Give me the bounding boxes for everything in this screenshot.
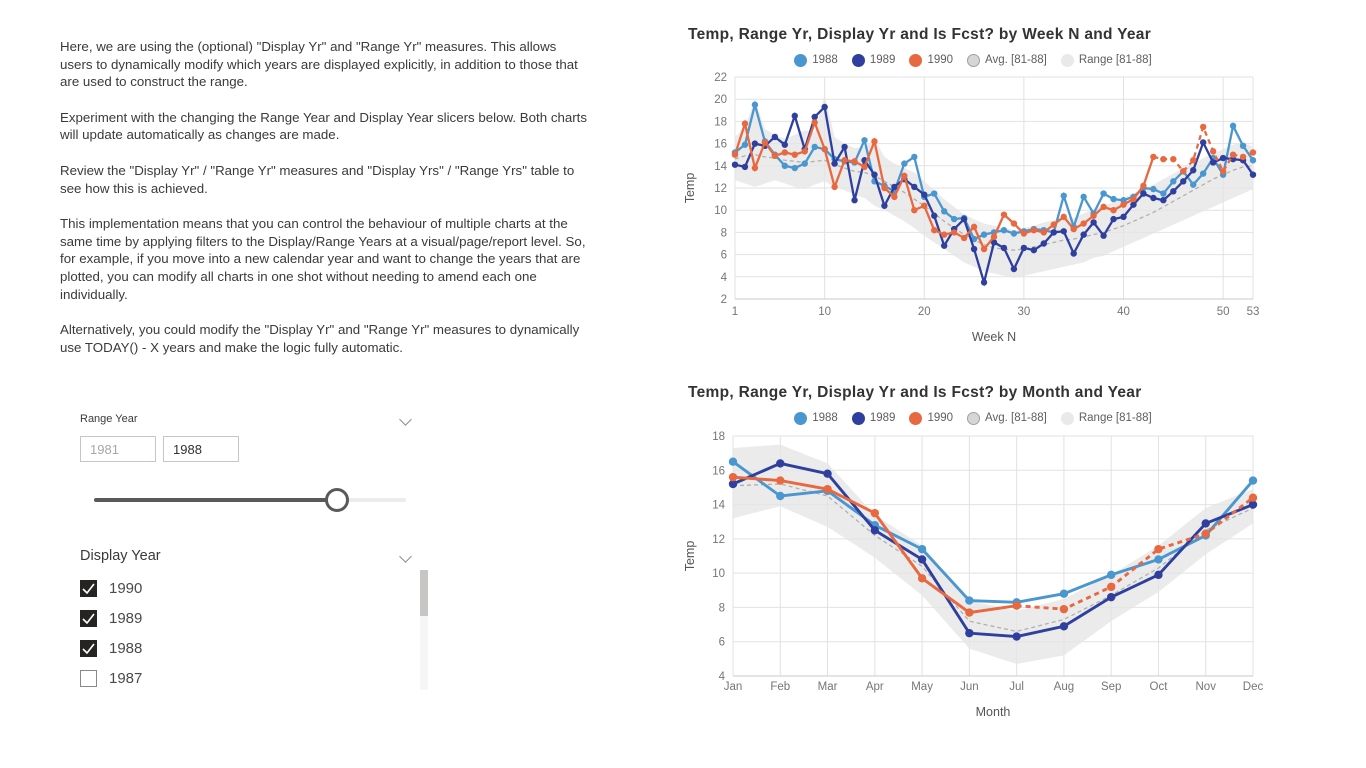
chart-legend [680,52,1266,68]
legend-item-1990[interactable] [909,412,953,425]
y-axis-title: Temp [683,540,697,572]
legend-item-range-81-88-[interactable] [1061,54,1152,67]
legend-label: Avg. [81-88] [985,54,1047,66]
svg-text:6: 6 [718,636,725,649]
svg-text:Feb: Feb [770,681,791,693]
range-start-input[interactable]: 1981 [80,436,156,462]
svg-text:53: 53 [1246,306,1260,318]
svg-text:8: 8 [720,227,727,240]
chevron-down-icon[interactable] [399,413,412,426]
legend-item-1988[interactable] [794,54,838,67]
legend-label: 1989 [869,54,896,66]
x-axis-title: Month [975,705,1011,719]
display-year-slicer [80,548,428,693]
display-year-option-1989[interactable] [80,603,428,633]
svg-text:6: 6 [720,249,727,262]
x-axis-title: Week N [971,330,1017,344]
svg-text:4: 4 [720,271,727,284]
svg-text:2: 2 [720,294,727,306]
svg-text:18: 18 [714,116,727,129]
legend-dot-icon [852,54,865,67]
svg-text:May: May [911,681,933,693]
legend-dot-icon [1061,412,1074,425]
legend-label: 1989 [869,412,896,424]
svg-text:18: 18 [712,431,725,443]
svg-text:Nov: Nov [1195,681,1216,693]
range-year-slicer [80,413,412,512]
instruction-paragraph: Here, we are using the (optional) "Display Yr" and "Range Yr" measures. This allows users to dynamically modify which years are displayed explicitly, in addition to those that are used to construct the range. [60,39,578,90]
svg-text:12: 12 [714,183,727,195]
legend-label: Avg. [81-88] [985,412,1047,424]
instruction-paragraph: Experiment with the changing the Range Year and Display Year slicers below. Both charts will update automatically as changes are made. [60,109,588,143]
range-slider[interactable] [94,488,406,512]
range-year-slicer-title: Range Year [80,413,138,425]
legend-dot-icon [967,54,980,67]
instruction-paragraph: This implementation means that you can control the behaviour of multiple charts at the same time by applying filters to the Display/Range Years at a visual/page/report level. So, for example, if you move into a new calendar year and want to change the years that are plotted, you can modify all charts in one shot without needing to amend each one individually. [60,216,586,302]
svg-text:16: 16 [714,138,727,151]
svg-text:14: 14 [714,160,727,173]
svg-text:Oct: Oct [1149,681,1168,693]
svg-text:12: 12 [712,533,725,546]
weekly-temp-chart [680,26,1266,367]
svg-text:Dec: Dec [1242,681,1264,693]
slider-handle[interactable] [325,488,349,512]
svg-text:Aug: Aug [1053,681,1075,693]
display-year-option-1988[interactable] [80,633,428,663]
display-year-option-label: 1988 [109,639,143,657]
legend-dot-icon [909,412,922,425]
legend-label: 1988 [812,412,838,424]
svg-text:Mar: Mar [817,681,838,693]
display-year-option-1990[interactable] [80,573,428,603]
legend-label: 1990 [927,412,954,424]
svg-text:Jan: Jan [723,681,743,693]
chart-title: Temp, Range Yr, Display Yr and Is Fcst? by Week N and Year [688,26,1152,43]
checkbox-checked-icon[interactable] [80,610,97,627]
svg-text:Jun: Jun [960,681,979,693]
legend-item-range-81-88-[interactable] [1061,412,1152,425]
svg-text:10: 10 [712,568,725,581]
legend-item-avg-81-88-[interactable] [967,54,1047,67]
legend-dot-icon [852,412,865,425]
instruction-paragraph: Review the "Display Yr" / "Range Yr" measures and "Display Yrs" / "Range Yrs" table to see how this is achieved. [60,162,575,196]
svg-text:10: 10 [818,306,832,318]
svg-text:50: 50 [1216,306,1230,318]
svg-text:14: 14 [712,499,725,512]
checkbox-checked-icon[interactable] [80,640,97,657]
legend-dot-icon [794,412,807,425]
legend-item-1989[interactable] [852,54,896,67]
svg-text:40: 40 [1117,306,1130,318]
svg-text:20: 20 [917,306,931,318]
legend-item-1988[interactable] [794,412,838,425]
display-year-option-label: 1990 [109,579,143,597]
display-year-option-label: 1989 [109,609,143,627]
display-year-option-label: 1987 [109,669,143,687]
svg-text:Sep: Sep [1100,681,1122,693]
legend-label: Range [81-88] [1078,54,1152,66]
scrollbar[interactable] [420,570,428,690]
instruction-paragraph: Alternatively, you could modify the "Display Yr" and "Range Yr" measures to dynamically use TODAY() - X years and make the logic fully automatic. [60,322,580,355]
range-end-input[interactable]: 1988 [163,436,239,462]
weekly-temp-plot[interactable] [680,68,1266,362]
chevron-down-icon[interactable] [399,550,412,563]
svg-text:Jul: Jul [1009,681,1024,693]
svg-text:16: 16 [712,465,725,478]
svg-text:4: 4 [718,671,725,683]
legend-label: 1988 [812,54,838,66]
scrollbar-thumb[interactable] [420,570,428,616]
legend-label: 1990 [927,54,954,66]
display-year-option-1987[interactable] [80,663,428,693]
svg-text:1: 1 [731,306,739,318]
legend-item-avg-81-88-[interactable] [967,412,1047,425]
legend-label: Range [81-88] [1078,412,1152,424]
checkbox-unchecked-icon[interactable] [80,670,97,687]
legend-dot-icon [909,54,922,67]
chart-title: Temp, Range Yr, Display Yr and Is Fcst? by Month and Year [688,384,1142,401]
svg-text:Apr: Apr [865,681,884,693]
legend-item-1990[interactable] [909,54,953,67]
svg-text:30: 30 [1017,306,1031,318]
monthly-temp-chart [680,384,1266,737]
svg-text:10: 10 [714,205,727,218]
y-axis-title: Temp [683,172,697,204]
svg-text:20: 20 [714,94,727,107]
svg-text:8: 8 [718,602,725,615]
monthly-temp-plot[interactable] [680,426,1266,732]
svg-text:22: 22 [714,72,727,84]
checkbox-checked-icon[interactable] [80,580,97,597]
legend-dot-icon [1061,54,1074,67]
display-year-slicer-title: Display Year [80,548,161,564]
instructions-text [60,38,588,374]
legend-item-1989[interactable] [852,412,896,425]
legend-dot-icon [794,54,807,67]
legend-dot-icon [967,412,980,425]
slider-fill [94,498,337,502]
chart-legend [680,410,1266,426]
